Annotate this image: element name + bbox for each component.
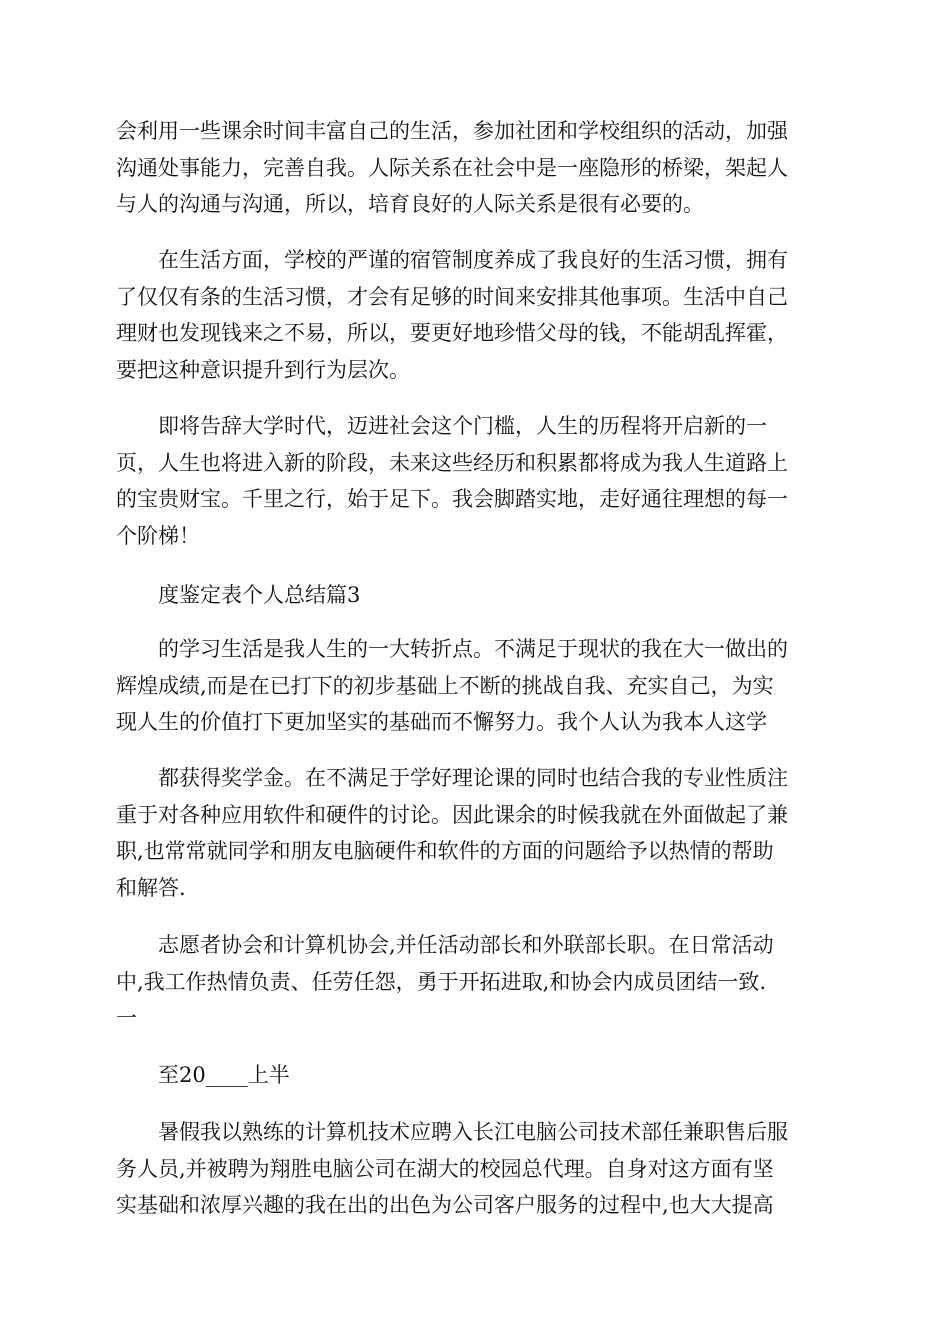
heading-text: 度鉴定表个人总结篇3 [158, 583, 361, 607]
text-line: 沟通处事能力，完善自我。人际关系在社会中是一座隐形的桥梁，架起人 [116, 155, 788, 180]
text-line: 和解答. [116, 875, 186, 900]
paragraph-living [116, 242, 836, 388]
paragraph-scholarship [116, 760, 836, 906]
date-line [116, 1057, 836, 1094]
text-line: 实基础和浓厚兴趣的我在出的出色为公司客户服务的过程中,也大大提高 [116, 1193, 774, 1217]
text-line: 都获得奖学金。在不满足于学好理论课的同时也结合我的专业性质注 [158, 766, 788, 790]
text-line: 会利用一些课余时间丰富自己的生活，参加社团和学校组织的活动，加强 [116, 119, 788, 143]
text-line: 理财也发现钱来之不易，所以，要更好地珍惜父母的钱，不能胡乱挥霍， [116, 321, 788, 345]
text-line: 务人员,并被聘为翔胜电脑公司在湖大的校园总代理。自身对这方面有坚 [116, 1156, 774, 1181]
text-line: 中,我工作热情负责、任劳任怨，勇于开拓进取,和协会内成员团结一致. [116, 969, 767, 994]
text-line: 即将告辞大学时代，迈进社会这个门槛，人生的历程将开启新的一 [158, 414, 767, 438]
text-line: 在生活方面，学校的严谨的宿管制度养成了我良好的生活习惯，拥有 [158, 248, 788, 272]
text-line: 辉煌成绩,而是在已打下的初步基础上不断的挑战自我、充实自己，为实 [116, 673, 774, 698]
text-line: 现人生的价值打下更加坚实的基础而不懈努力。我个人认为我本人这学 [116, 710, 767, 734]
text-line: 重于对各种应用软件和硬件的讨论。因此课余的时候我就在外面做起了兼 [116, 802, 788, 827]
text-line: 个阶梯！ [116, 523, 200, 548]
paragraph-summer-job [116, 1114, 836, 1224]
paragraph-associations [116, 927, 836, 1037]
text-line: 要把这种意识提升到行为层次。 [116, 357, 410, 382]
text-line: 的学习生活是我人生的一大转折点。不满足于现状的我在大一做出的 [158, 637, 788, 661]
paragraph-turning-point [116, 631, 836, 741]
text-line: 了仅仅有条的生活习惯，才会有足够的时间来安排其他事项。生活中自己 [116, 284, 788, 309]
paragraph-activities [116, 113, 836, 223]
text-line: 志愿者协会和计算机协会,并任活动部长和外联部长职。在日常活动 [158, 933, 774, 957]
text-line: 暑假我以熟练的计算机技术应聘入长江电脑公司技术部任兼职售后服 [158, 1120, 788, 1144]
section-heading [116, 577, 836, 614]
text-line: 职,也常常就同学和朋友电脑硬件和软件的方面的问题给予以热情的帮助 [116, 839, 774, 863]
text-line: 至20____上半 [158, 1063, 290, 1087]
text-line: 与人的沟通与沟通，所以，培育良好的人际关系是很有必要的。 [116, 192, 704, 216]
text-line: 页，人生也将进入新的阶段，未来这些经历和积累都将成为我人生道路上 [116, 450, 788, 475]
text-line: 一 [116, 1006, 137, 1030]
text-line: 的宝贵财宝。千里之行，始于足下。我会脚踏实地，走好通往理想的每一 [116, 487, 788, 511]
paragraph-farewell [116, 408, 836, 554]
